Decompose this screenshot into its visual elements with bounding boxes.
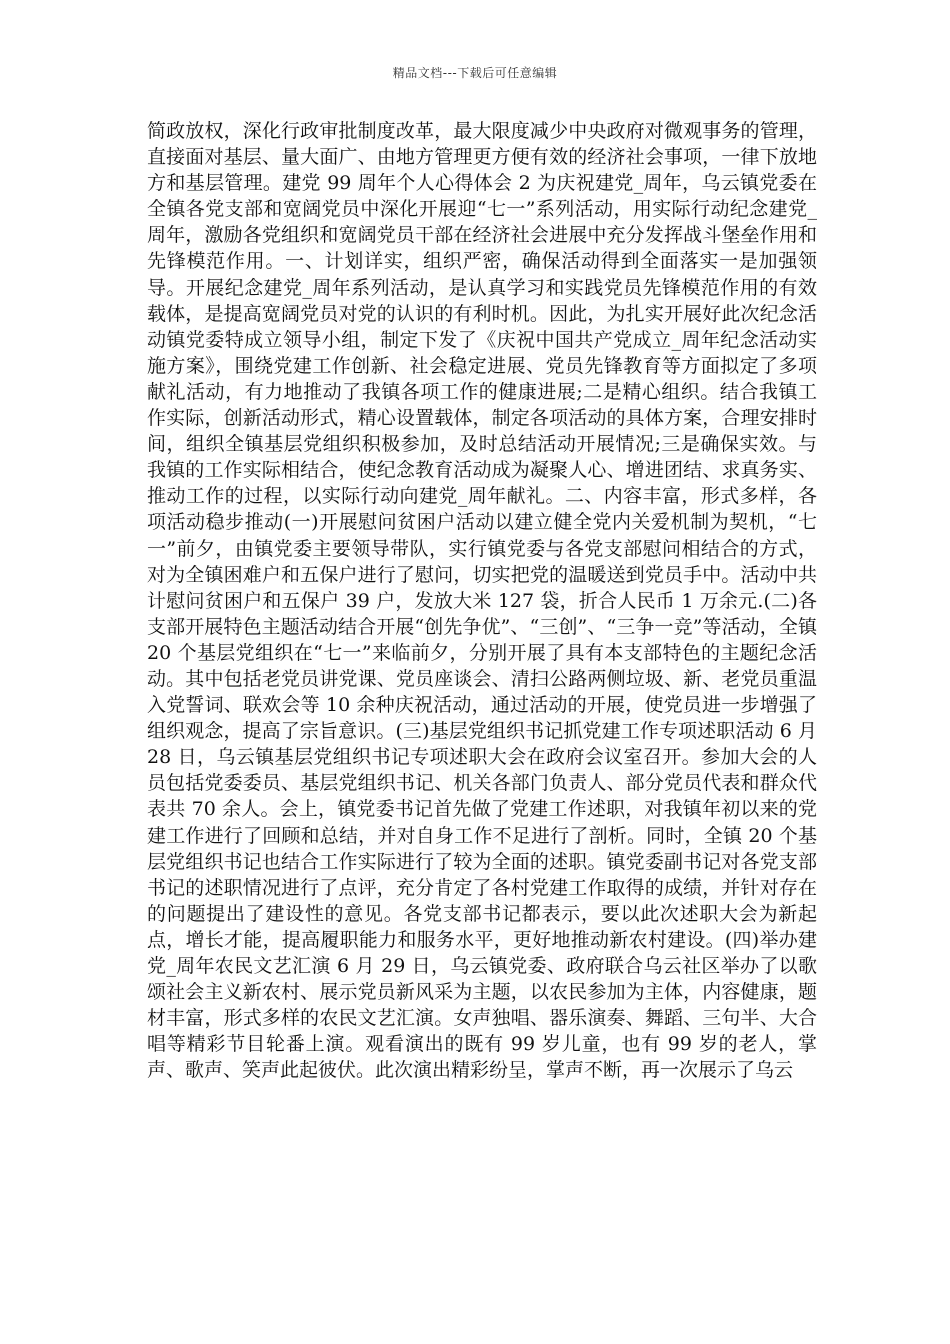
body-paragraph: 简政放权，深化行政审批制度改革，最大限度减少中央政府对微观事务的管理，直接面对基层、量大面广、由地方管理更方便有效的经济社会事项，一律下放地方和基层管理。建党 99 周年个人心得体会 2 为庆祝建党_周年，乌云镇党委在全镇各党支部和宽阔党员中深化开展迎“七一”系列活动，用实际行动纪念建党_周年，激励各党组织和宽阔党员干部在经济社会进展中充分发挥战斗堡垒作用和先锋模范作用。一、计划详实，组织严密，确保活动得到全面落实一是加强领导。开展纪念建党_周年系列活动，是认真学习和实践党员先锋模范作用的有效载体，是提高宽阔党员对党的认识的有利时机。因此，为扎实开展好此次纪念活动镇党委特成立领导小组，制定下发了《庆祝中国共产党成立_周年纪念活动实施方案》，围绕党建工作创新、社会稳定进展、党员先锋教育等方面拟定了多项献礼活动，有力地推动了我镇各项工作的健康进展;二是精心组织。结合我镇工作实际，创新活动形式，精心设置载体，制定各项活动的具体方案，合理安排时间，组织全镇基层党组织积极参加，及时总结活动开展情况;三是确保实效。与我镇的工作实际相结合，使纪念教育活动成为凝聚人心、增进团结、求真务实、推动工作的过程，以实际行动向建党_周年献礼。二、内容丰富，形式多样，各项活动稳步推动(一)开展慰问贫困户活动以建立健全党内关爱机制为契机，“七一”前夕，由镇党委主要领导带队，实行镇党委与各党支部慰问相结合的方式，对为全镇困难户和五保户进行了慰问，切实把党的温暖送到党员手中。活动中共计慰问贫困户和五保户 39 户，发放大米 127 袋，折合人民币 1 万余元.(二)各支部开展特色主题活动结合开展“创先争优”、“三创”、“三争一竞”等活动，全镇 20 个基层党组织在“七一”来临前夕，分别开展了具有本支部特色的主题纪念活动。其中包括老党员讲党课、党员座谈会、清扫公路两侧垃圾、新、老党员重温入党誓词、联欢会等 10 余种庆祝活动，通过活动的开展，使党员进一步增强了组织观念，提高了宗旨意识。(三)基层党组织书记抓党建工作专项述职活动 6 月 28 日，乌云镇基层党组织书记专项述职大会在政府会议室召开。参加大会的人员包括党委委员、基层党组织书记、机关各部门负责人、部分党员代表和群众代表共 70 余人。会上，镇党委书记首先做了党建工作述职，对我镇年初以来的党建工作进行了回顾和总结，并对自身工作不足进行了剖析。同时，全镇 20 个基层党组织书记也结合工作实际进行了较为全面的述职。镇党委副书记对各党支部书记的述职情况进行了点评，充分肯定了各村党建工作取得的成绩，并针对存在的问题提出了建设性的意见。各党支部书记都表示，要以此次述职大会为新起点，增长才能，提高履职能力和服务水平，更好地推动新农村建设。(四)举办建党_周年农民文艺汇演 6 月 29 日，乌云镇党委、政府联合乌云社区举办了以歌颂社会主义新农村、展示党员新风采为主题，以农民参加为主体，内容健康，题材丰富，形式多样的农民文艺汇演。女声独唱、器乐演奏、舞蹈、三句半、大合唱等精彩节目轮番上演。观看演出的既有 99 岁儿童，也有 99 岁的老人，掌声、歌声、笑声此起彼伏。此次演出精彩纷呈，掌声不断，再一次展示了乌云: [147, 120, 817, 1082]
page-header: 精品文档---下载后可任意编辑: [392, 66, 558, 80]
